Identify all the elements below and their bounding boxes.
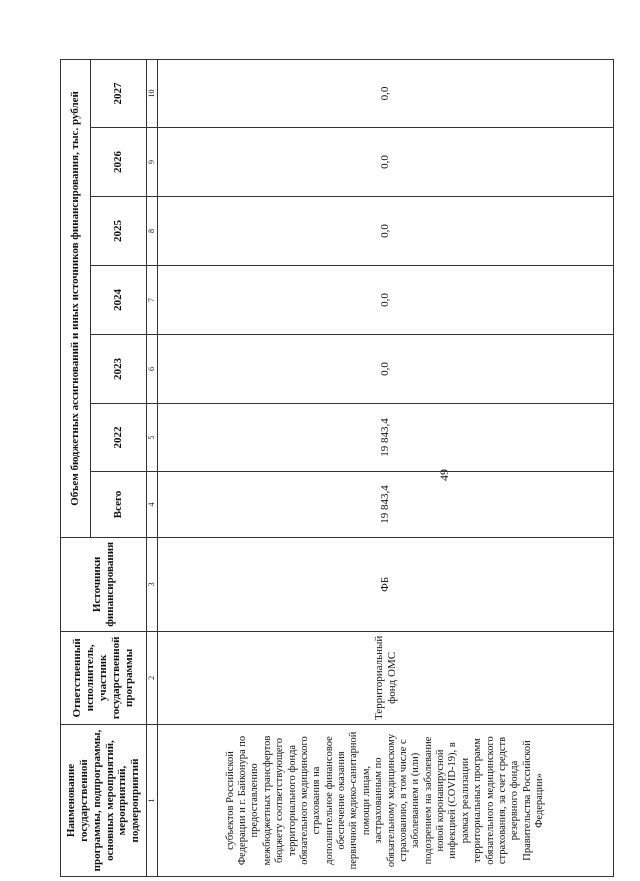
header-year-2025: 2025 <box>91 196 147 265</box>
column-number: 5 <box>147 403 158 471</box>
page-number: 49 <box>437 469 451 481</box>
value-2025: 0,0 <box>158 196 614 265</box>
column-number: 8 <box>147 196 158 265</box>
responsible-executor: Территориальный фонд ОМС <box>158 631 614 724</box>
column-number: 2 <box>147 631 158 724</box>
column-number: 1 <box>147 725 158 877</box>
column-number: 3 <box>147 537 158 631</box>
value-2027: 0,0 <box>158 59 614 127</box>
header-total: Всего <box>91 471 147 537</box>
header-volume: Объем бюджетных ассигнований и иных источников финансирования, тыс. рублей <box>61 59 91 537</box>
header-year-2022: 2022 <box>91 403 147 471</box>
value-2026: 0,0 <box>158 127 614 196</box>
column-number: 10 <box>147 59 158 127</box>
column-number: 6 <box>147 334 158 403</box>
header-year-2027: 2027 <box>91 59 147 127</box>
column-number: 9 <box>147 127 158 196</box>
value-2023: 0,0 <box>158 334 614 403</box>
financing-table <box>60 59 614 877</box>
header-year-2024: 2024 <box>91 265 147 334</box>
header-sources: Источники финансирования <box>61 537 147 631</box>
measure-description: субъектов Российской Федерации и г. Байконура по предоставлению межбюджетных трансфертов бюджету соответствующего территориального фонда обязательного медицинского страхования на дополнительное финансовое обеспечение оказания первичной медико-санитарной помощи лицам, застрахованным по обязательному медицинскому страхованию, в том числе с заболеванием и (или) подозрением на заболевание новой коронавирусной инфекцией (COVID-19), в рамках реализации территориальных программ обязательного медицинского страхования, за счет средств резервного фонда Правительства Российской Федерации» <box>158 725 614 877</box>
header-year-2026: 2026 <box>91 127 147 196</box>
header-name: Наименование государственной программы, подпрограммы, основных мероприятий, мероприятий, подмероприятий <box>61 725 147 877</box>
value-2022: 19 843,4 <box>158 403 614 471</box>
column-number: 7 <box>147 265 158 334</box>
financing-source: ФБ <box>158 537 614 631</box>
value-2024: 0,0 <box>158 265 614 334</box>
header-executor: Ответственный исполнитель, участник государственной программы <box>61 631 147 724</box>
header-year-2023: 2023 <box>91 334 147 403</box>
column-number: 4 <box>147 471 158 537</box>
total-value: 19 843,4 <box>158 471 614 537</box>
